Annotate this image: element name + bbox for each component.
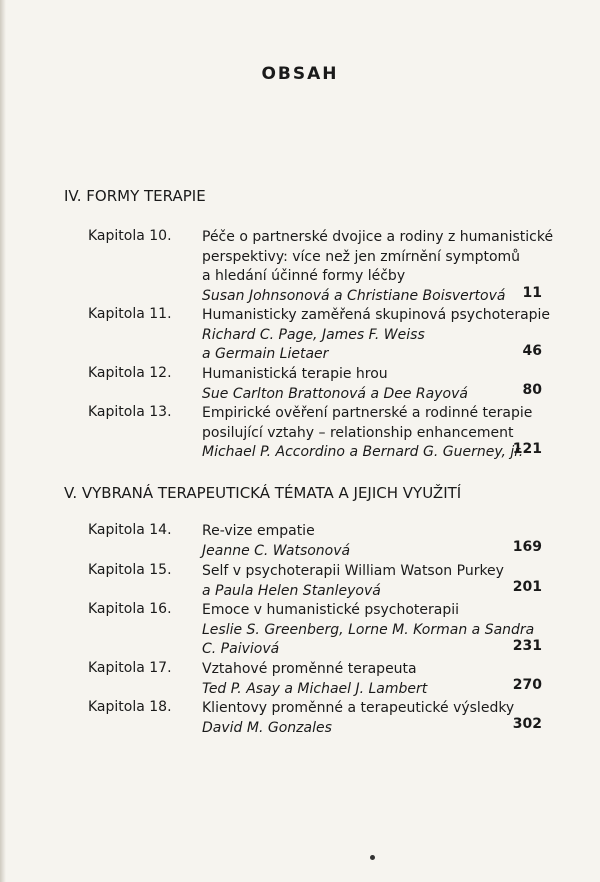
entry-authors-line: Sue Carlton Brattonová a Dee Rayová <box>202 385 468 402</box>
entry-authors-line: C. Paiviová <box>202 641 280 657</box>
entry-title-line: Klientovy proměnné a terapeutické výsledky <box>202 700 515 716</box>
entry-authors-line: Richard C. Page, James F. Weiss <box>202 326 425 343</box>
entry-lines <box>202 699 542 738</box>
entry-title-line: posilující vztahy – relationship enhancement <box>202 424 514 441</box>
page-edge-shadow <box>0 0 6 882</box>
page-number: 169 <box>512 539 542 555</box>
entry-lines <box>202 522 542 561</box>
entry-title-line: Vztahové proměnné terapeuta <box>202 661 417 677</box>
page-number: 46 <box>522 343 542 359</box>
entry-lines <box>202 562 542 601</box>
page-number: 11 <box>522 285 542 301</box>
print-speck <box>370 855 375 860</box>
chapter-label: Kapitola 15. <box>88 562 172 578</box>
entry-lines <box>202 228 554 306</box>
entry-lines <box>202 601 542 660</box>
page-number: 302 <box>512 716 542 732</box>
entry-title-line: Humanisticky zaměřená skupinová psychoterapie <box>202 307 551 323</box>
entry-title-line: Humanistická terapie hrou <box>202 366 388 382</box>
entry-authors-line: a Germain Lietaer <box>202 346 329 362</box>
entry-title-line: Empirické ověření partnerské a rodinné terapie <box>202 405 533 421</box>
entry-title-line: Re-vize empatie <box>202 523 315 539</box>
entry-title-line: a hledání účinné formy léčby <box>202 268 406 284</box>
entry-title-line: Self v psychoterapii William Watson Purkey <box>202 563 504 579</box>
entry-authors-line: Jeanne C. Watsonová <box>202 542 351 559</box>
page-title: OBSAH <box>261 64 339 84</box>
entry-authors-line: Susan Johnsonová a Christiane Boisvertová <box>202 287 506 304</box>
chapter-label: Kapitola 10. <box>88 228 172 244</box>
entry-authors-line: Leslie S. Greenberg, Lorne M. Korman a Sandra <box>202 621 535 638</box>
entry-lines <box>202 404 542 463</box>
entry-lines <box>202 660 542 699</box>
entry-title-line: Emoce v humanistické psychoterapii <box>202 602 460 618</box>
chapter-label: Kapitola 12. <box>88 365 172 381</box>
chapter-label: Kapitola 11. <box>88 306 172 322</box>
chapter-label: Kapitola 16. <box>88 601 172 617</box>
page-number: 201 <box>512 579 542 595</box>
entry-title-line: perspektivy: více než jen zmírnění symptomů <box>202 248 521 265</box>
chapter-label: Kapitola 18. <box>88 699 172 715</box>
page-number: 270 <box>512 677 542 693</box>
chapter-label: Kapitola 17. <box>88 660 172 676</box>
chapter-label: Kapitola 14. <box>88 522 172 538</box>
entry-lines <box>202 306 551 365</box>
entry-authors-line: a Paula Helen Stanleyová <box>202 582 381 599</box>
entry-authors-line: Ted P. Asay a Michael J. Lambert <box>202 680 428 697</box>
page-number: 121 <box>512 441 542 457</box>
section-heading-iv: IV. FORMY TERAPIE <box>64 187 206 205</box>
chapter-label: Kapitola 13. <box>88 404 172 420</box>
page-number: 80 <box>522 382 542 398</box>
entry-lines <box>202 365 542 404</box>
entry-authors-line: Michael P. Accordino a Bernard G. Guerney, jr. <box>202 444 524 460</box>
section-heading-v: V. VYBRANÁ TERAPEUTICKÁ TÉMATA A JEJICH VYUŽITÍ <box>64 484 462 502</box>
page-number: 231 <box>512 638 542 654</box>
entry-authors-line: David M. Gonzales <box>202 719 332 736</box>
entry-title-line: Péče o partnerské dvojice a rodiny z humanistické <box>202 229 554 245</box>
